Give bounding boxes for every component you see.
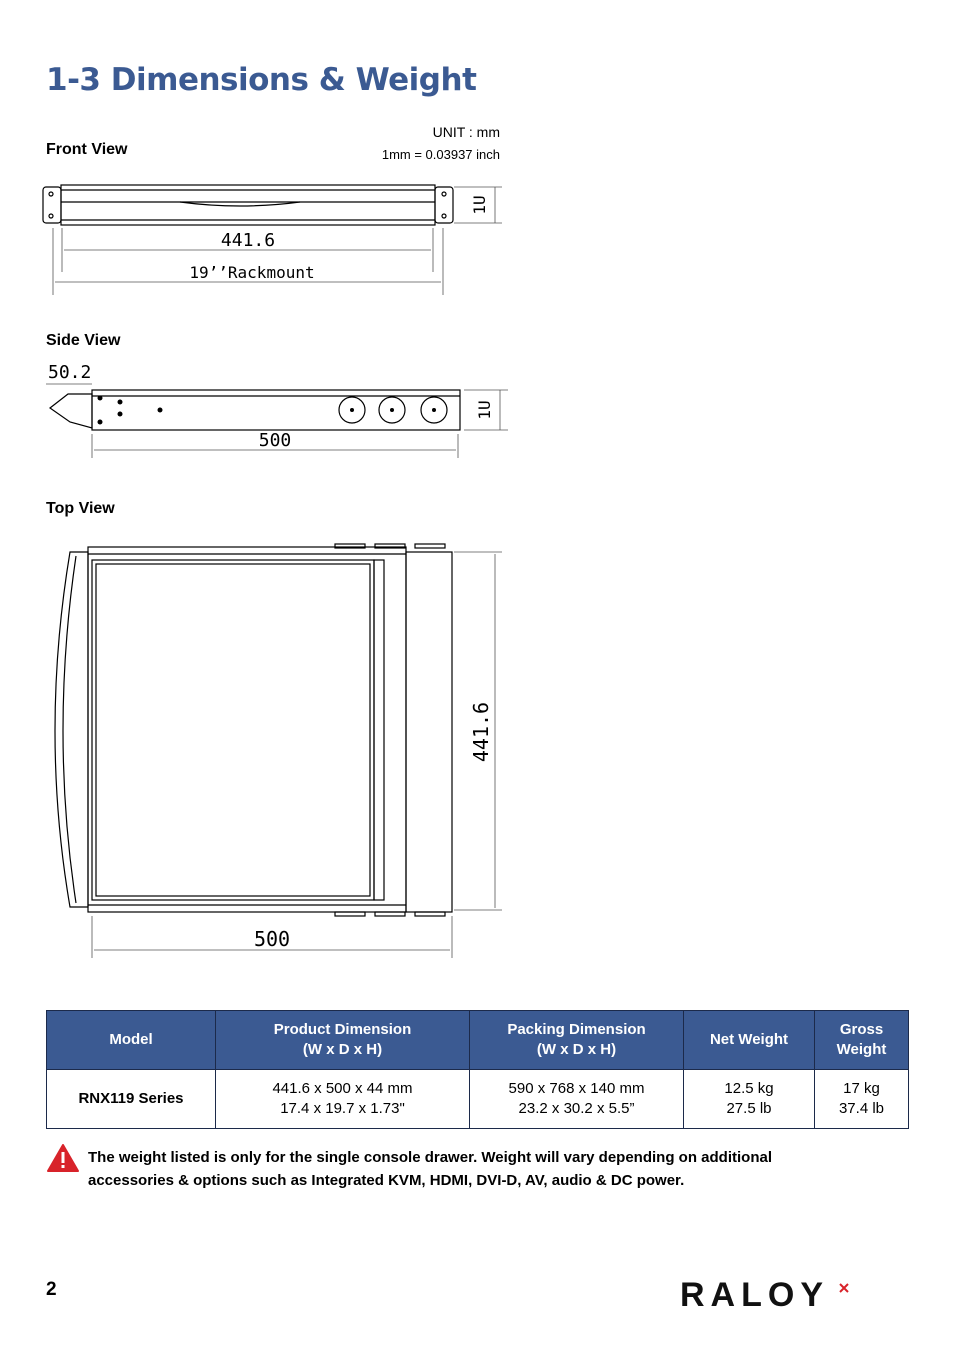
header-model: Model <box>47 1011 216 1070</box>
top-view-label: Top View <box>46 500 115 517</box>
cell-model: RNX119 Series <box>47 1070 216 1129</box>
raloy-logo <box>680 1276 910 1310</box>
unit-conversion: 1mm = 0.03937 inch <box>381 147 500 162</box>
side-view-drawing <box>40 358 510 468</box>
top-width-dim: 441.6 <box>469 701 493 763</box>
page-title: 1-3 Dimensions & Weight <box>46 62 477 98</box>
front-view-drawing <box>40 180 510 320</box>
dimensions-table <box>46 1010 909 1129</box>
cell-net-weight: 12.5 kg 27.5 lb <box>684 1070 815 1129</box>
cell-gross-weight: 17 kg 37.4 lb <box>815 1070 909 1129</box>
side-height-dim: 1U <box>475 400 494 420</box>
front-height-dim: 1U <box>470 195 489 215</box>
front-rack-dim: 19’’Rackmount <box>189 263 315 282</box>
front-view-label: Front View <box>46 141 128 158</box>
unit-label: UNIT : mm <box>432 124 500 140</box>
header-gross-weight: Gross Weight <box>815 1011 909 1070</box>
top-view-drawing <box>40 532 510 962</box>
page-number: 2 <box>46 1279 57 1300</box>
header-net-weight: Net Weight <box>684 1011 815 1070</box>
svg-text:RALOY: RALOY <box>680 1276 829 1310</box>
side-depth-dim: 500 <box>258 430 292 451</box>
weight-note: The weight listed is only for the single console drawer. Weight will vary depending on additional accessories & options such as Integrated KVM, HDMI, DVI-D, AV, audio & DC power. <box>88 1149 772 1189</box>
side-view-label: Side View <box>46 332 121 349</box>
table-header-row <box>47 1011 909 1070</box>
table-row <box>47 1070 909 1129</box>
cell-product-dimension: 441.6 x 500 x 44 mm 17.4 x 19.7 x 1.73" <box>216 1070 470 1129</box>
cell-packing-dimension: 590 x 768 x 140 mm 23.2 x 30.2 x 5.5” <box>470 1070 684 1129</box>
side-front-dim: 50.2 <box>48 362 92 383</box>
warning-icon <box>46 1143 80 1173</box>
top-depth-dim: 500 <box>253 927 291 951</box>
header-packing-dimension: Packing Dimension (W x D x H) <box>470 1011 684 1070</box>
header-product-dimension: Product Dimension (W x D x H) <box>216 1011 470 1070</box>
front-width-dim: 441.6 <box>220 230 276 251</box>
